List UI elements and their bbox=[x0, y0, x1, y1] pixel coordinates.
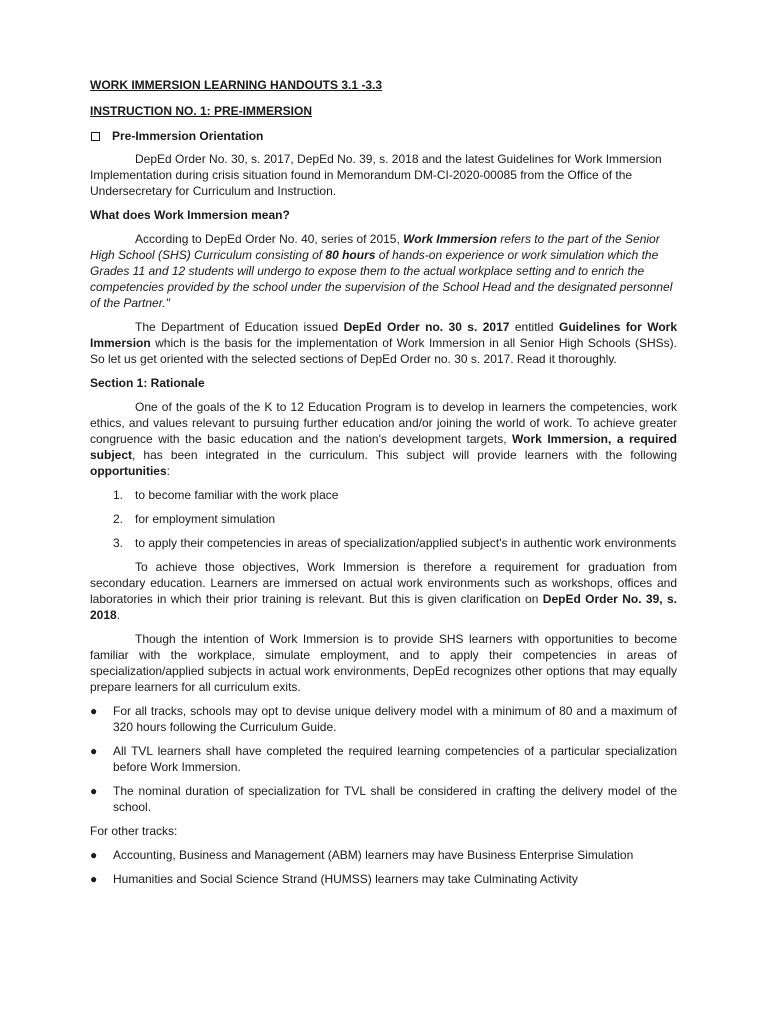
document-body bbox=[90, 77, 677, 895]
instruction-heading: INSTRUCTION NO. 1: PRE-IMMERSION bbox=[90, 104, 313, 118]
rationale-bold-1: Work Immersion, a required subject bbox=[90, 432, 677, 462]
rationale-text-3: : bbox=[166, 464, 171, 478]
list-item bbox=[90, 535, 677, 551]
definition-paragraph bbox=[90, 231, 677, 311]
issued-text-2: entitled bbox=[509, 320, 560, 334]
achieve-text-2: . bbox=[116, 608, 121, 622]
definition-text-2: refers to the part of the Senior High School (SHS) Curriculum consisting of bbox=[90, 232, 660, 262]
list-item bbox=[90, 511, 677, 527]
issued-bold-2: Guidelines for Work Immersion bbox=[90, 320, 677, 350]
bullet-icon: ● bbox=[90, 704, 98, 718]
handout-title: WORK IMMERSION LEARNING HANDOUTS 3.1 -3.3 bbox=[90, 78, 383, 92]
though-paragraph: Though the intention of Work Immersion is to provide SHS learners with opportunities to become familiar with the workplace, simulate employment, and to apply their competencies in areas of specialization/applied subjects in actual work environments, DepEd recognizes other options that may equally prepare learners for all curriculum exits. bbox=[90, 632, 677, 694]
rationale-bold-2: opportunities bbox=[90, 464, 167, 478]
list-item bbox=[90, 487, 677, 503]
orientation-heading-line bbox=[90, 129, 677, 143]
section-heading: Section 1: Rationale bbox=[90, 376, 205, 390]
issued-text-3: which is the basis for the implementation of Work Immersion in all Senior High Schools (SHSs). So let us get oriented with the selected sections of DepEd Order no. 30 s. 2017. Read it thoroughly. bbox=[90, 336, 677, 366]
bullet-text: Accounting, Business and Management (ABM) learners may have Business Enterprise Simulation bbox=[113, 848, 634, 862]
definition-text-1: According to DepEd Order No. 40, series of 2015, bbox=[135, 232, 404, 246]
delivery-bullets bbox=[90, 703, 677, 815]
other-tracks-label: For other tracks: bbox=[90, 824, 178, 838]
bullet-item bbox=[90, 847, 677, 863]
list-number: 2. bbox=[113, 512, 124, 526]
bullet-item bbox=[90, 743, 677, 775]
opportunities-list bbox=[90, 487, 677, 551]
list-number: 3. bbox=[113, 536, 124, 550]
bullet-text: Humanities and Social Science Strand (HUMSS) learners may take Culminating Activity bbox=[113, 872, 578, 886]
bullet-icon: ● bbox=[90, 784, 98, 798]
orientation-heading: Pre-Immersion Orientation bbox=[112, 129, 264, 143]
definition-text-3: of hands-on experience or work simulation which the Grades 11 and 12 students will undergo to expose them to the actual workplace setting and to enrich the competencies provided by the school under the supervision of the School Head and the designated personnel of the Partner." bbox=[90, 248, 673, 310]
achieve-bold-1: DepEd Order No. 39, s. 2018 bbox=[90, 592, 677, 622]
bullet-icon: ● bbox=[90, 872, 98, 886]
rationale-paragraph bbox=[90, 399, 677, 479]
question-heading: What does Work Immersion mean? bbox=[90, 208, 290, 222]
list-text: for employment simulation bbox=[135, 512, 276, 526]
bullet-icon: ● bbox=[90, 744, 98, 758]
issued-text-1: The Department of Education issued bbox=[135, 320, 344, 334]
rationale-text-1: One of the goals of the K to 12 Education Program is to develop in learners the competencies, work ethics, and values relevant to pursuing further education and/or joining the world of work. To achieve greater congruence with the basic education and the nation's development targets, bbox=[90, 400, 677, 446]
list-text: to apply their competencies in areas of specialization/applied subject's in authentic work environments bbox=[135, 536, 677, 550]
bullet-item bbox=[90, 783, 677, 815]
list-number: 1. bbox=[113, 488, 124, 502]
checkbox-icon bbox=[91, 132, 100, 141]
definition-bold-1: Work Immersion bbox=[403, 232, 497, 246]
intro-paragraph: DepEd Order No. 30, s. 2017, DepEd No. 39, s. 2018 and the latest Guidelines for Work Immersion Implementation during crisis situation found in Memorandum DM-CI-2020-00085 from the Office of the Undersecretary for Curriculum and Instruction. bbox=[90, 152, 662, 198]
track-bullets bbox=[90, 847, 677, 887]
bullet-text: All TVL learners shall have completed the required learning competencies of a particular specialization before Work Immersion. bbox=[113, 744, 677, 774]
bullet-item bbox=[90, 871, 677, 887]
bullet-item bbox=[90, 703, 677, 735]
bullet-icon: ● bbox=[90, 848, 98, 862]
issued-paragraph bbox=[90, 319, 677, 367]
issued-bold-1: DepEd Order no. 30 s. 2017 bbox=[343, 320, 510, 334]
list-text: to become familiar with the work place bbox=[135, 488, 339, 502]
bullet-text: The nominal duration of specialization for TVL shall be considered in crafting the delivery model of the school. bbox=[113, 784, 677, 814]
definition-bold-2: 80 hours bbox=[325, 248, 376, 262]
achieve-text-1: To achieve those objectives, Work Immersion is therefore a requirement for graduation from secondary education. Learners are immersed on actual work environments such as workshops, offices and laboratories in which their prior training is relevant. But this is given clarification on bbox=[90, 560, 677, 606]
achieve-paragraph bbox=[90, 559, 677, 623]
rationale-text-2: , has been integrated in the curriculum. This subject will provide learners with the following bbox=[132, 448, 677, 462]
bullet-text: For all tracks, schools may opt to devise unique delivery model with a minimum of 80 and a maximum of 320 hours following the Curriculum Guide. bbox=[113, 704, 677, 734]
